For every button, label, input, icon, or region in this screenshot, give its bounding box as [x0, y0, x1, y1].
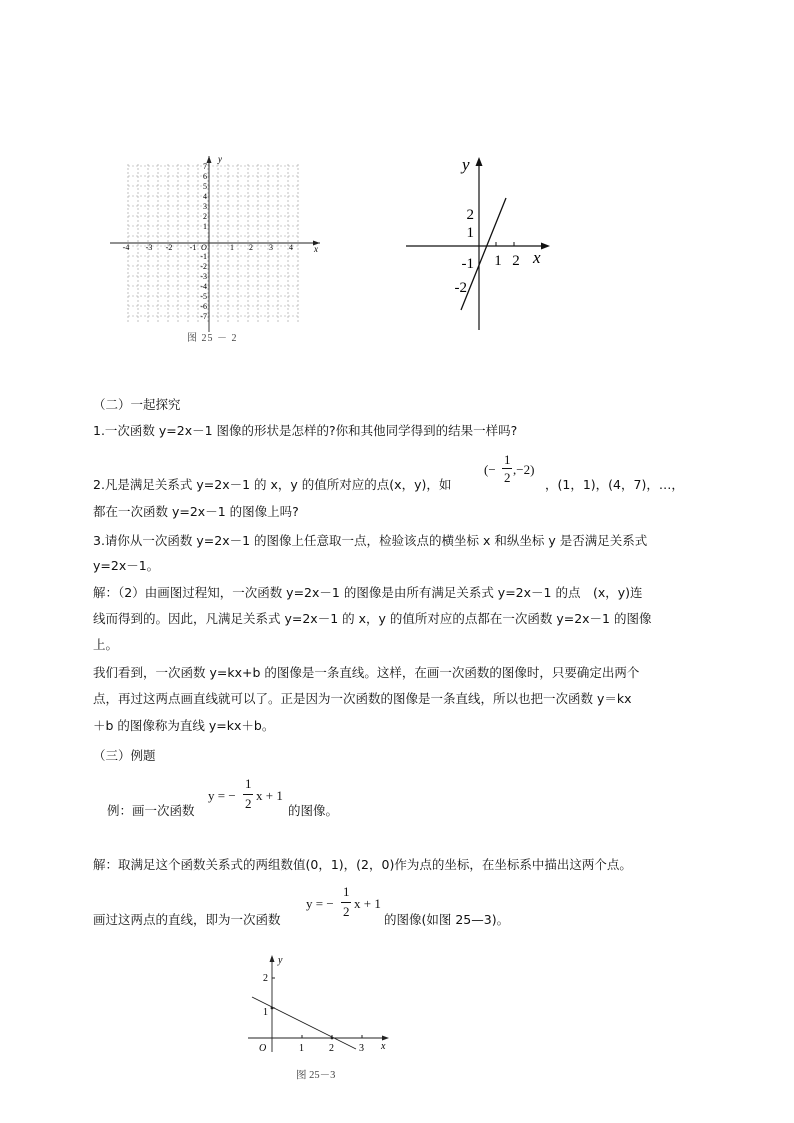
x-axis-label: x: [314, 244, 318, 254]
section-heading-explore: （二）一起探究: [93, 397, 181, 412]
x-tick: -4: [122, 243, 130, 252]
summary-line-1: 我们看到，一次函数 y=kx+b 的图像是一条直线。这样，在画一次函数的图像时，只要确定出两个: [93, 665, 640, 680]
point-open: (−: [484, 462, 496, 477]
y-tick: 6: [203, 172, 207, 181]
y-tick: -2: [200, 262, 207, 271]
solution-line-3: 上。: [93, 637, 119, 652]
x-axis-arrow: [541, 243, 550, 250]
point-close: ,−2): [513, 462, 535, 477]
y-tick: 7: [203, 162, 207, 171]
question-2-text: 2.凡是满足关系式 y=2x－1 的 x，y 的值所对应的点(x，y)，如: [93, 477, 452, 492]
y-axis-arrow: [207, 156, 212, 163]
fraction-bar: [243, 794, 253, 795]
fig-25-2-grid: [108, 152, 324, 342]
y-axis-label: y: [218, 154, 222, 164]
x-axis-label: x: [381, 1041, 386, 1052]
example-prefix: 例：画一次函数: [107, 803, 195, 818]
example-suffix: 的图像。: [288, 803, 339, 818]
y-tick: 1: [466, 225, 474, 241]
fraction-bar: [341, 902, 351, 903]
fraction-numerator: 1: [504, 452, 511, 467]
equation-left: y = −: [306, 896, 334, 911]
summary-line-2: 点，再过这两点画直线就可以了。正是因为一次函数的图像是一条直线，所以也把一次函数 y＝kx: [93, 691, 632, 706]
question-1: 1.一次函数 y=2x－1 图像的形状是怎样的?你和其他同学得到的结果一样吗?: [93, 423, 518, 438]
x-tick: 3: [359, 1043, 364, 1054]
section-heading-example: （三）例题: [93, 748, 156, 763]
y-tick: 2: [203, 212, 207, 221]
x-tick: 1: [230, 243, 234, 252]
equation-right: x + 1: [256, 788, 283, 803]
y-tick: 2: [466, 207, 474, 223]
x-tick: 4: [289, 243, 293, 252]
y-axis-label: y: [278, 955, 283, 966]
fraction-numerator: 1: [245, 776, 252, 791]
fraction-denominator: 2: [245, 796, 252, 811]
y-axis-arrow: [270, 955, 275, 962]
y-tick: -4: [200, 282, 207, 291]
fig-25-2-caption: 图 25 － 2: [187, 333, 238, 344]
x-axis-label: x: [533, 248, 541, 267]
y-axis-arrow: [476, 157, 483, 166]
origin-label: O: [201, 243, 207, 252]
question-3-line-2: y=2x－1。: [93, 558, 160, 573]
question-2-rest: ，(1，1)，(4，7)，…，: [545, 477, 684, 492]
y-tick: -2: [454, 280, 467, 296]
solution-line-1: 解：（2）由画图过程知，一次函数 y=2x－1 的图像是由所有满足关系式 y=2x－1 的点 (x，y)连: [93, 585, 643, 600]
example-solution-line-2-suffix: 的图像(如图 25—3)。: [384, 912, 510, 927]
equation-right: x + 1: [354, 896, 381, 911]
x-axis-arrow: [382, 1036, 389, 1041]
y-tick: 3: [203, 202, 207, 211]
plotted-point: [331, 1037, 334, 1040]
y-tick: 2: [263, 973, 268, 984]
graph-line: [252, 997, 356, 1049]
y-tick: 1: [263, 1007, 268, 1018]
fraction-denominator: 2: [343, 904, 350, 919]
origin-label: O: [259, 1043, 267, 1054]
fraction-numerator: 1: [343, 884, 350, 899]
equation-left: y = −: [208, 788, 236, 803]
y-tick: 4: [203, 192, 207, 201]
solution-line-2: 线而得到的。因此，凡满足关系式 y=2x－1 的 x，y 的值所对应的点都在一次函数 y=2x－1 的图像: [93, 611, 652, 626]
y-tick: -1: [200, 252, 207, 261]
x-tick: 2: [249, 243, 253, 252]
example-solution-line-2-prefix: 画过这两点的直线，即为一次函数: [93, 912, 281, 927]
fig-25-3: [244, 952, 394, 1062]
question-2-line-2: 都在一次函数 y=2x－1 的图像上吗?: [93, 504, 299, 519]
x-tick: 2: [329, 1043, 334, 1054]
fraction-denominator: 2: [504, 470, 511, 485]
x-tick: -3: [145, 243, 153, 252]
x-tick: 1: [299, 1043, 304, 1054]
y-tick: -1: [461, 256, 474, 272]
y-tick: 1: [203, 222, 207, 231]
y-tick: -3: [200, 272, 207, 281]
x-tick: 2: [512, 253, 520, 269]
x-tick: 1: [494, 253, 502, 269]
fraction-bar: [502, 468, 512, 469]
summary-line-3: ＋b 的图像称为直线 y=kx＋b。: [93, 718, 275, 733]
example-solution-line-1: 解：取满足这个函数关系式的两组数值(0，1)，(2，0)作为点的坐标，在坐标系中描出这两个点。: [93, 857, 632, 872]
y-tick: -7: [200, 312, 207, 321]
x-tick: -1: [189, 243, 197, 252]
plotted-point: [271, 1007, 274, 1010]
y-tick: -5: [200, 292, 207, 301]
x-tick: 3: [269, 243, 273, 252]
question-3-line-1: 3.请你从一次函数 y=2x－1 的图像上任意取一点，检验该点的横坐标 x 和纵坐标 y 是否满足关系式: [93, 533, 648, 548]
fig-25-3-caption: 图 25－3: [296, 1070, 336, 1081]
y-tick: -6: [200, 302, 207, 311]
fig-line-graph: [402, 152, 562, 334]
y-axis-label: y: [462, 155, 470, 174]
x-tick: -2: [165, 243, 173, 252]
y-tick: 5: [203, 182, 207, 191]
